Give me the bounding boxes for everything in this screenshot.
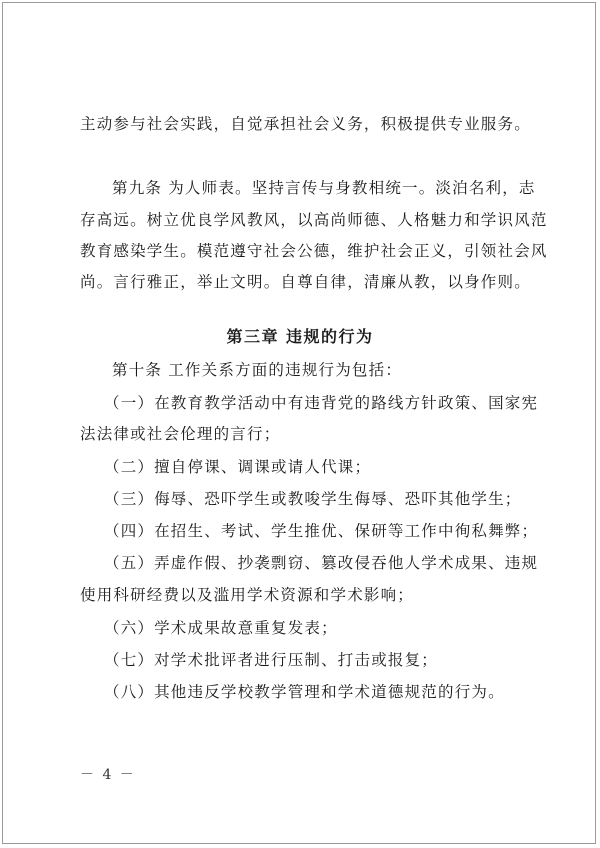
- list-item: （八）其他违反学校教学管理和学术道德规范的行为。: [104, 683, 505, 701]
- article-9-line: 教育感染学生。模范遵守社会公德，维护社会正义，引领社会风: [80, 242, 548, 260]
- page-number: － 4 －: [80, 767, 136, 783]
- list-item: （三）侮辱、恐吓学生或教唆学生侮辱、恐吓其他学生；: [104, 490, 522, 508]
- article-9-line: 第九条 为人师表。坚持言传与身教相统一。淡泊名利，志: [112, 179, 536, 197]
- article-10-line: 第十条 工作关系方面的违规行为包括：: [112, 361, 403, 379]
- chapter-heading: 第三章 违规的行为: [226, 327, 374, 346]
- list-item-continuation: 法法律或社会伦理的言行；: [80, 425, 281, 443]
- paragraph-line: 主动参与社会实践，自觉承担社会义务，积极提供专业服务。: [80, 115, 531, 133]
- list-item: （六）学术成果故意重复发表；: [104, 619, 338, 637]
- list-item: （四）在招生、考试、学生推优、保研等工作中徇私舞弊；: [104, 522, 539, 540]
- list-item: （一）在教育教学活动中有违背党的路线方针政策、国家宪: [104, 394, 539, 412]
- list-item: （五）弄虚作假、抄袭剽窃、篡改侵吞他人学术成果、违规: [104, 554, 539, 572]
- list-item: （七）对学术批评者进行压制、打击或报复；: [104, 651, 439, 669]
- article-9-line: 存高远。树立优良学风教风，以高尚师德、人格魅力和学识风范: [80, 211, 548, 229]
- list-item: （二）擅自停课、调课或请人代课；: [104, 458, 372, 476]
- article-9-line: 尚。言行雅正，举止文明。自尊自律，清廉从教，以身作则。: [80, 273, 531, 291]
- list-item-continuation: 使用科研经费以及滥用学术资源和学术影响；: [80, 586, 415, 604]
